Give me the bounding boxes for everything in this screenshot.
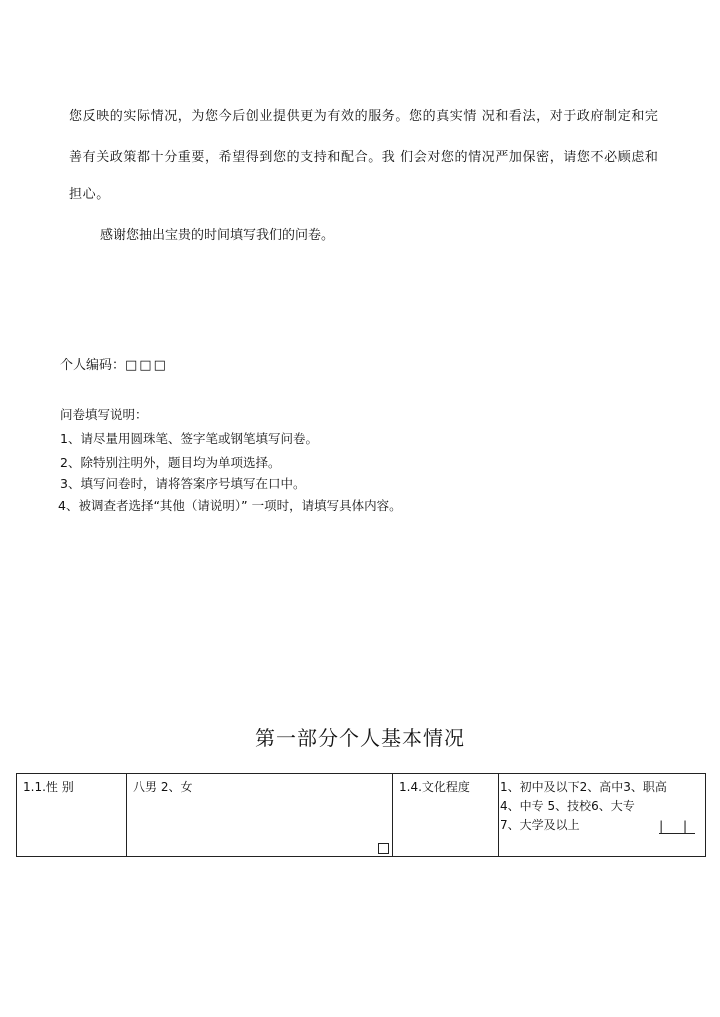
gender-answer-box[interactable] [378, 843, 389, 854]
intro-line-2: 善有关政策都十分重要，希望得到您的支持和配合。我 们会对您的情况严加保密，请您不必顾虑和 [69, 150, 659, 165]
thanks-line: 感谢您抽出宝贵的时间填写我们的问卷。 [100, 228, 335, 243]
education-option-line: 4、中专 5、技校6、大专 [500, 799, 635, 813]
personal-code-row [60, 357, 168, 375]
section-title: 第一部分个人基本情况 [255, 726, 465, 750]
instructions-title: 问卷填写说明： [60, 407, 148, 422]
gender-label-cell [17, 774, 127, 857]
intro-line-3: 担心。 [69, 187, 110, 202]
gender-options: 八男 2、女 [133, 780, 193, 794]
personal-code-label: 个人编码： [60, 358, 126, 373]
instruction-item: 4、被调查者选择“其他（请说明）” 一项时，请填写具体内容。 [58, 498, 402, 513]
table-row [17, 774, 706, 857]
intro-line-1: 您反映的实际情况，为您今后创业提供更为有效的服务。您的真实情 况和看法，对于政府制定和完 [69, 109, 659, 124]
education-option-line: 1、初中及以下2、高中3、职高 [500, 780, 667, 794]
education-label: 1.4.文化程度 [399, 780, 470, 794]
gender-label: 1.1.性 别 [23, 780, 74, 794]
basic-info-table [16, 773, 706, 857]
gender-options-cell [127, 774, 393, 857]
education-answer-slot[interactable]: | | [659, 819, 695, 833]
instruction-item: 2、除特别注明外，题目均为单项选择。 [60, 455, 281, 470]
instruction-item: 1、请尽量用圆珠笔、签字笔或钢笔填写问卷。 [60, 431, 318, 446]
education-label-cell [393, 774, 499, 857]
education-option-line: 7、大学及以上 [500, 818, 580, 832]
education-options-cell [499, 774, 706, 857]
personal-code-boxes[interactable]: □□□ [125, 358, 168, 373]
instruction-item: 3、填写问卷时，请将答案序号填写在口中。 [60, 476, 306, 491]
